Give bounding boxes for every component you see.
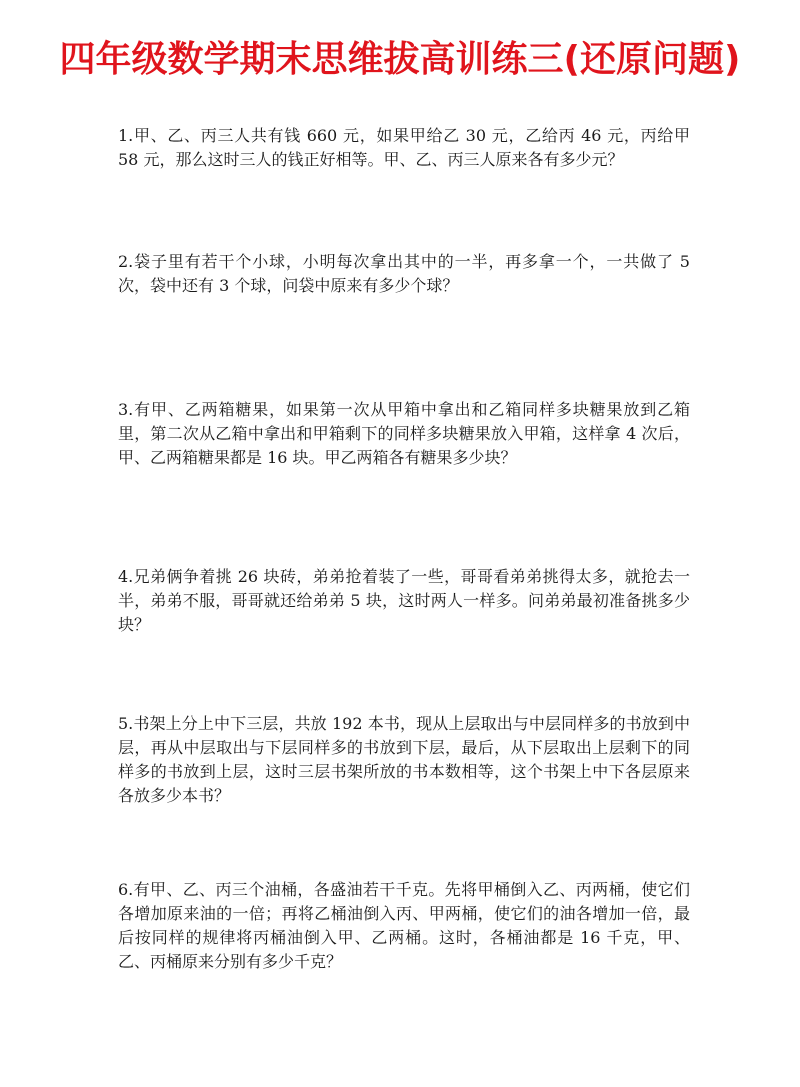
question-2: 2.袋子里有若干个小球，小明每次拿出其中的一半，再多拿一个，一共做了 5 次，袋中还有 3 个球，问袋中原来有多少个球？ [118, 252, 690, 295]
worksheet-title: 四年级数学期末思维拔高训练三(还原问题) [59, 39, 741, 80]
question-5: 5.书架上分上中下三层，共放 192 本书，现从上层取出与中层同样多的书放到中层，再从中层取出与下层同样多的书放到下层，最后，从下层取出上层剩下的同样多的书放到上层，这时三层书架所放的书本数相等，这个书架上中下各层原来各放多少本书？ [118, 714, 690, 805]
question-3: 3.有甲、乙两箱糖果，如果第一次从甲箱中拿出和乙箱同样多块糖果放到乙箱里，第二次从乙箱中拿出和甲箱剩下的同样多块糖果放入甲箱，这样拿 4 次后，甲、乙两箱糖果都是 16 块。甲乙两箱各有糖果多少块？ [118, 400, 690, 467]
question-4: 4.兄弟俩争着挑 26 块砖，弟弟抢着装了一些，哥哥看弟弟挑得太多，就抢去一半，弟弟不服，哥哥就还给弟弟 5 块，这时两人一样多。问弟弟最初准备挑多少块？ [118, 567, 690, 634]
question-6: 6.有甲、乙、丙三个油桶，各盛油若干千克。先将甲桶倒入乙、丙两桶，使它们各增加原来油的一倍；再将乙桶油倒入丙、甲两桶，使它们的油各增加一倍，最后按同样的规律将丙桶油倒入甲、乙两桶。这时，各桶油都是 16 千克，甲、乙、丙桶原来分别有多少千克？ [118, 880, 690, 971]
question-1: 1.甲、乙、丙三人共有钱 660 元，如果甲给乙 30 元，乙给丙 46 元，丙给甲 58 元，那么这时三人的钱正好相等。甲、乙、丙三人原来各有多少元？ [118, 126, 690, 169]
